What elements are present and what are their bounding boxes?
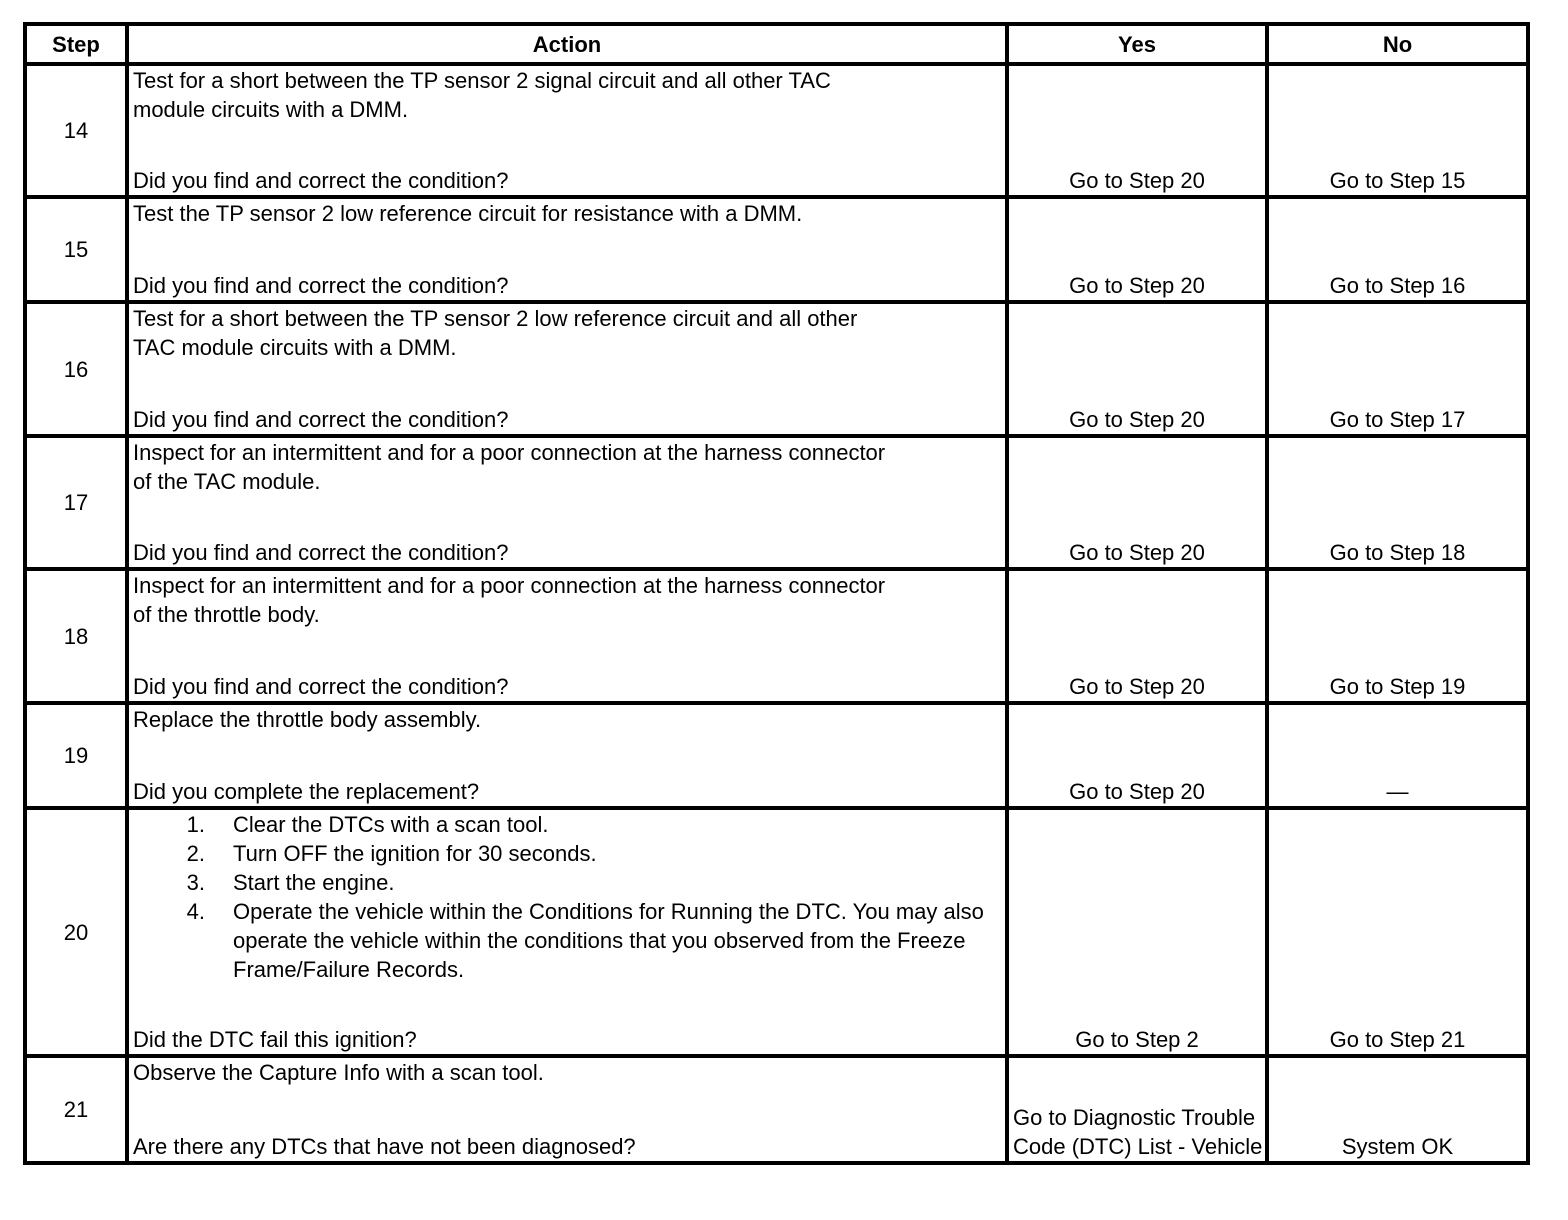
yes-result: Go to Step 20 xyxy=(1007,569,1267,703)
list-item xyxy=(133,868,1001,897)
step-number: 15 xyxy=(25,197,127,302)
action-steps-list xyxy=(133,810,1001,984)
list-text: Clear the DTCs with a scan tool. xyxy=(233,812,549,837)
no-result: Go to Step 18 xyxy=(1267,436,1528,569)
yes-result: Go to Step 2 xyxy=(1007,808,1267,1056)
table-row xyxy=(25,1056,1528,1163)
no-result: System OK xyxy=(1267,1056,1528,1163)
action-line: Test for a short between the TP sensor 2 low reference circuit and all other xyxy=(133,306,858,331)
yes-result: Go to Step 20 xyxy=(1007,197,1267,302)
no-result: Go to Step 16 xyxy=(1267,197,1528,302)
table-row xyxy=(25,302,1528,436)
action-cell xyxy=(127,808,1007,1056)
action-cell xyxy=(127,64,1007,197)
no-result: Go to Step 21 xyxy=(1267,808,1528,1056)
step-number: 18 xyxy=(25,569,127,703)
action-line: module circuits with a DMM. xyxy=(133,97,409,122)
action-content xyxy=(129,304,1005,434)
action-line: Inspect for an intermittent and for a poor connection at the harness connector xyxy=(133,573,886,598)
action-question: Are there any DTCs that have not been diagnosed? xyxy=(133,1134,636,1159)
header-step: Step xyxy=(25,24,127,64)
list-text: Operate the vehicle within the Conditions for Running the DTC. You may also operate the vehicle within the conditions that you observed from the Freeze Frame/Failure Records. xyxy=(233,899,984,982)
action-instructions xyxy=(133,438,1001,496)
list-text: Turn OFF the ignition for 30 seconds. xyxy=(233,841,597,866)
step-number: 16 xyxy=(25,302,127,436)
no-result: — xyxy=(1267,703,1528,808)
list-number: 1. xyxy=(186,812,205,837)
yes-result: Go to Step 20 xyxy=(1007,703,1267,808)
list-item xyxy=(133,897,1001,984)
action-instructions xyxy=(133,571,1001,629)
action-instructions xyxy=(133,199,1001,228)
action-cell xyxy=(127,436,1007,569)
list-text: Start the engine. xyxy=(233,870,395,895)
no-result: Go to Step 17 xyxy=(1267,302,1528,436)
table-row xyxy=(25,808,1528,1056)
action-cell xyxy=(127,302,1007,436)
action-cell xyxy=(127,569,1007,703)
list-number: 2. xyxy=(186,841,205,866)
action-cell xyxy=(127,197,1007,302)
action-question: Did you find and correct the condition? xyxy=(133,407,509,432)
step-number: 19 xyxy=(25,703,127,808)
action-content xyxy=(129,1058,1005,1161)
action-cell xyxy=(127,1056,1007,1163)
table-row xyxy=(25,436,1528,569)
step-number: 17 xyxy=(25,436,127,569)
action-content xyxy=(129,810,1005,1054)
list-item xyxy=(133,810,1001,839)
action-line: Test the TP sensor 2 low reference circuit for resistance with a DMM. xyxy=(133,201,803,226)
list-item xyxy=(133,839,1001,868)
action-content xyxy=(129,199,1005,300)
header-no: No xyxy=(1267,24,1528,64)
table-row xyxy=(25,569,1528,703)
list-number: 3. xyxy=(186,870,205,895)
action-instructions xyxy=(133,66,1001,124)
action-content xyxy=(129,571,1005,701)
no-result: Go to Step 19 xyxy=(1267,569,1528,703)
step-number: 21 xyxy=(25,1056,127,1163)
action-instructions xyxy=(133,1058,1001,1087)
action-question: Did the DTC fail this ignition? xyxy=(133,1027,417,1052)
action-cell xyxy=(127,703,1007,808)
action-question: Did you complete the replacement? xyxy=(133,779,480,804)
action-instructions xyxy=(133,705,1001,734)
action-instructions xyxy=(133,304,1001,362)
step-number: 14 xyxy=(25,64,127,197)
yes-result: Go to Step 20 xyxy=(1007,302,1267,436)
action-line: of the TAC module. xyxy=(133,469,321,494)
action-line: of the throttle body. xyxy=(133,602,320,627)
action-instructions xyxy=(133,810,1001,984)
action-question: Did you find and correct the condition? xyxy=(133,674,509,699)
action-content xyxy=(129,66,1005,195)
no-result: Go to Step 15 xyxy=(1267,64,1528,197)
action-line: TAC module circuits with a DMM. xyxy=(133,335,457,360)
header-row xyxy=(25,24,1528,64)
table-row xyxy=(25,703,1528,808)
table-row xyxy=(25,64,1528,197)
header-yes: Yes xyxy=(1007,24,1267,64)
action-content xyxy=(129,438,1005,567)
action-line: Observe the Capture Info with a scan tool. xyxy=(133,1060,544,1085)
action-question: Did you find and correct the condition? xyxy=(133,168,509,193)
action-line: Test for a short between the TP sensor 2 signal circuit and all other TAC xyxy=(133,68,831,93)
action-content xyxy=(129,705,1005,806)
diagnostic-table xyxy=(23,22,1530,1165)
step-number: 20 xyxy=(25,808,127,1056)
action-line: Inspect for an intermittent and for a poor connection at the harness connector xyxy=(133,440,886,465)
action-question: Did you find and correct the condition? xyxy=(133,273,509,298)
header-action: Action xyxy=(127,24,1007,64)
yes-result: Go to Step 20 xyxy=(1007,64,1267,197)
yes-result: Go to Diagnostic Trouble Code (DTC) List - Vehicle xyxy=(1007,1056,1267,1163)
yes-result: Go to Step 20 xyxy=(1007,436,1267,569)
list-number: 4. xyxy=(186,899,205,924)
table-row xyxy=(25,197,1528,302)
action-question: Did you find and correct the condition? xyxy=(133,540,509,565)
action-line: Replace the throttle body assembly. xyxy=(133,707,482,732)
